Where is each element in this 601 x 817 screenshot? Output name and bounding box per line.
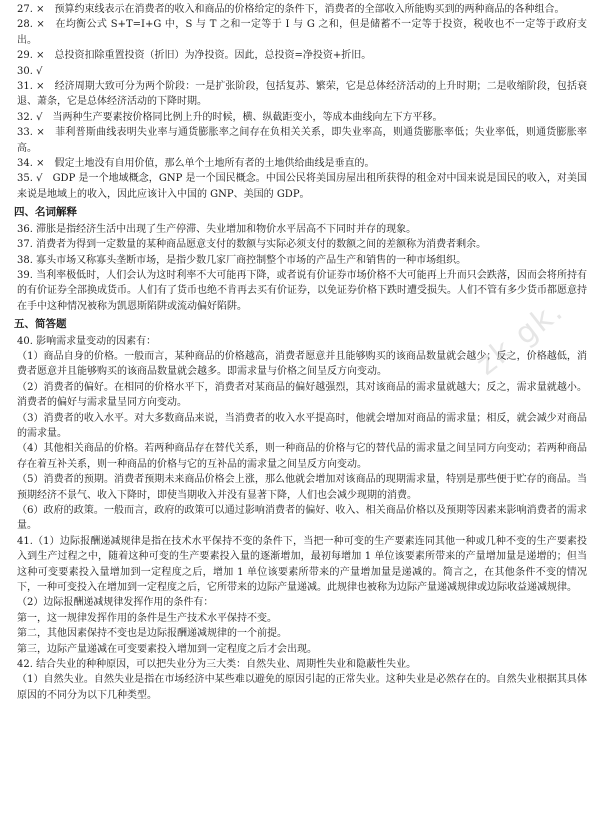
paragraph: 第三，边际产量递减在可变要素投入增加到一定程度之后才会出现。 (17, 643, 317, 655)
paragraph: 37. 消费者为得到一定数量的某种商品愿意支付的数额与实际必须支付的数额之间的差额称为消费者剩余。 (17, 239, 487, 251)
paragraph: 34. × 假定土地没有自用价值，那么单个土地所有者的土地供给曲线是垂直的。 (17, 158, 375, 170)
paragraph: 30. √ (17, 65, 43, 77)
paragraph: （1）自然失业。自然失业是指在市场经济中某些难以避免的原因引起的正常失业。这种失业是必然存在的。自然失业根据其具体原因的不同分为以下几种类型。 (17, 674, 587, 701)
paragraph: 41.（1）边际报酬递减规律是指在技术水平保持不变的条件下，当把一种可变的生产要素连同其他一种或几种不变的生产要素投入到生产过程之中，随着这种可变的生产要素投入量的逐渐增加，最初每增加 1 单位该要素所带来的产量增加量是递增的；但当这种可变要素投入量增加到一定程度之后，增加 1 单位该要素所带来的产量增加量是递减的。简言之，在其他条件不变的情况下，一种可变投入在增加到一定程度之后，它所带来的边际产量递减。此规律也被称为边际产量递减规律或边际收益递减规律。 (17, 535, 587, 594)
paragraph: 第二，其他因素保持不变也是边际报酬递减规律的一个前提。 (17, 628, 287, 640)
paragraph: 35. √ GDP 是一个地域概念，GNP 是一个国民概念。中国公民将美国房屋出租所获得的租金对中国来说是国民的收入，对美国来说是地域上的收入，因此应该计入中国的 GNP、美国的 GDP。 (17, 173, 587, 200)
paragraph: 第一，这一规律发挥作用的条件是生产技术水平保持不变。 (17, 612, 277, 624)
paragraph: 32. √ 当两种生产要素按价格同比例上升的时候，横、纵截距变小，等成本曲线向左下方平移。 (17, 111, 443, 123)
paragraph: 29. × 总投资扣除重置投资（折旧）为净投资。因此，总投资=净投资+折旧。 (17, 50, 372, 62)
paragraph: （2）消费者的偏好。在相同的价格水平下，消费者对某商品的偏好越强烈，其对该商品的需求量就越大；反之，需求量就越小。消费者的偏好与需求量呈同方向变动。 (17, 381, 587, 409)
paragraph: 31. × 经济周期大致可分为两个阶段：一是扩张阶段，包括复苏、繁荣，它是总体经济活动的上升时期；二是收缩阶段，包括衰退、萧条，它是总体经济活动的下降时期。 (17, 81, 587, 108)
paragraph: 39. 当利率极低时，人们会认为这时利率不大可能再下降，或者说有价证券市场价格不大可能再上升而只会跌落，因而会将所持有的有价证券全部换成货币。人们有了货币也绝不肯再去买有价证券，以免证券价格下跌时遭受损失。人们不管有多少货币都愿意持在手中这种情况被称为凯恩斯陷阱或流动偏好陷阱。 (17, 269, 587, 312)
paragraph: （5）消费者的预期。消费者预期未来商品价格会上涨，那么他就会增加对该商品的现期需求量，特别是那些便于贮存的商品。当预期经济不景气、收入下降时，即使当期收入并没有显著下降，人们也会减少现期的消费。 (17, 474, 587, 501)
paragraph: 42. 结合失业的种种原因，可以把失业分为三大类：自然失业、周期性失业和隐蔽性失业。 (17, 659, 417, 671)
paragraph: （3）消费者的收入水平。对大多数商品来说，当消费者的收入水平提高时，他就会增加对商品的需求量；相反，就会减少对商品的需求量。 (17, 412, 587, 439)
paragraph: （4）其他相关商品的价格。若两种商品存在替代关系，则一种商品的价格与它的替代品的需求量之间呈同方向变动；若两种商品存在着互补关系，则一种商品的价格与它的互补品的需求量之间呈反方向变动。 (17, 443, 587, 470)
section-heading: 四、名词解释 (14, 206, 77, 219)
paragraph: （1）商品自身的价格。一般而言，某种商品的价格越高，消费者愿意并且能够购买的该商品数量就会越少；反之，价格越低，消费者愿意并且能够购买的该商品数量就会越多。即需求量与价格之间呈反方向变动。 (17, 350, 587, 378)
watermark: zk gk. (469, 292, 571, 383)
paragraph: （6）政府的政策。一般而言，政府的政策可以通过影响消费者的偏好、收入、相关商品价格以及预期等因素来影响消费者的需求量。 (17, 505, 587, 532)
paragraph: 27. × 预算约束线表示在消费者的收入和商品的价格给定的条件下，消费者的全部收入所能购买到的两种商品的各种组合。 (17, 4, 565, 15)
paragraph: 38. 寡头市场又称寡头垄断市场，是指少数几家厂商控制整个市场的产品生产和销售的一种市场组织。 (17, 254, 467, 266)
paragraph: 28. × 在均衡公式 S+T=I+G 中，S 与 T 之和一定等于 I 与 G 之和，但是储蓄不一定等于投资，税收也不一定等于政府支出。 (17, 19, 587, 46)
paragraph: 36. 滞胀是指经济生活中出现了生产停滞、失业增加和物价水平居高不下同时并存的现象。 (17, 223, 417, 235)
paragraph: （2）边际报酬递减规律发挥作用的条件有： (17, 597, 214, 609)
paragraph: 40. 影响需求量变动的因素有： (17, 335, 157, 347)
section-heading: 五、简答题 (14, 318, 67, 331)
paragraph: 33. × 菲利普斯曲线表明失业率与通货膨胀率之间存在负相关关系，即失业率高，则通货膨胀率低；失业率低，则通货膨胀率高。 (17, 127, 587, 154)
